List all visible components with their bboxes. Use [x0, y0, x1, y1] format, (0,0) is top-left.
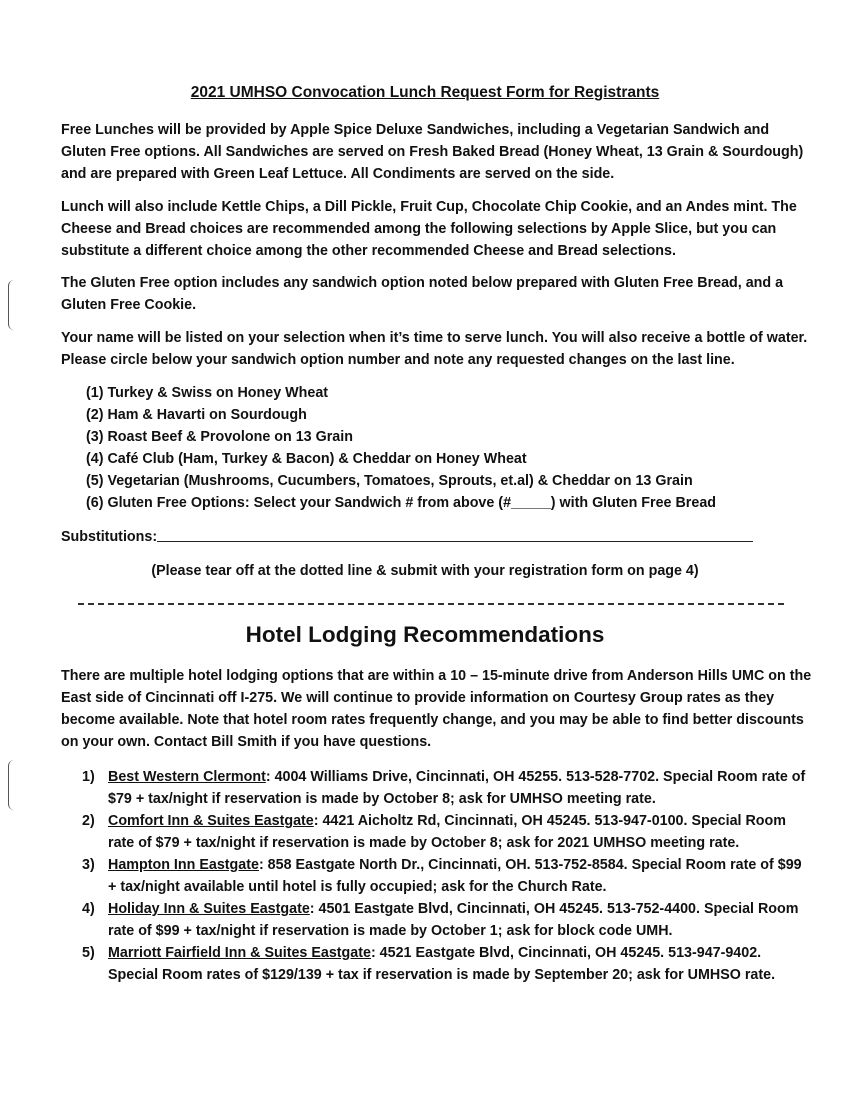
sandwich-option[interactable]: (6) Gluten Free Options: Select your Sandwich # from above (#_____) with Gluten Free Bread	[86, 495, 717, 511]
tear-off-note: (Please tear off at the dotted line & submit with your registration form on page 4)	[151, 563, 699, 579]
scan-mark	[8, 760, 15, 810]
hotel-name: Comfort Inn & Suites Eastgate	[108, 813, 314, 829]
hotel-item	[82, 942, 812, 986]
sandwich-option[interactable]: (2) Ham & Havarti on Sourdough	[86, 407, 307, 423]
sandwich-option[interactable]: (5) Vegetarian (Mushrooms, Cucumbers, Tomatoes, Sprouts, et.al) & Cheddar on 13 Grain	[86, 473, 693, 489]
lunch-paragraph-providers: Free Lunches will be provided by Apple Spice Deluxe Sandwiches, including a Vegetarian Sandwich and Gluten Free options. All Sandwiches are served on Fresh Baked Bread (Honey Wheat, 13 Grain & Sourdough) and are prepared with Green Leaf Lettuce. All Condiments are served on the side.	[61, 122, 804, 182]
hotel-details: : 4004 Williams Drive, Cincinnati, OH 45255. 513-528-7702. Special Room rate of $79 + tax/night if reservation is made by October 8; ask for UMHSO meeting rate.	[108, 769, 806, 807]
hotel-number: 1)	[82, 769, 95, 785]
substitutions-label: Substitutions:	[61, 529, 158, 545]
hotel-name: Best Western Clermont	[108, 769, 266, 785]
hotel-details: : 858 Eastgate North Dr., Cincinnati, OH. 513-752-8584. Special Room rate of $99 + tax/night available until hotel is fully occupied; ask for the Church Rate.	[108, 857, 802, 895]
hotel-details: : 4521 Eastgate Blvd, Cincinnati, OH 45245. 513-947-9402. Special Room rates of $129/139 + tax if reservation is made by September 20; ask for UMHSO rate.	[108, 945, 776, 983]
hotel-details: : 4421 Aicholtz Rd, Cincinnati, OH 45245. 513-947-0100. Special Room rate of $79 + tax/night if reservation is made by October 8; ask for 2021 UMHSO meeting rate.	[108, 813, 786, 851]
hotel-intro-paragraph: There are multiple hotel lodging options that are within a 10 – 15-minute drive from Anderson Hills UMC on the East side of Cincinnati off I-275. We will continue to provide information on Courtesy Group rates as they become available. Note that hotel room rates frequently change, and you may be able to find better discounts on your own. Contact Bill Smith if you have questions.	[61, 668, 812, 750]
hotel-item	[82, 854, 812, 898]
substitutions-field[interactable]	[157, 541, 753, 542]
sandwich-option[interactable]: (4) Café Club (Ham, Turkey & Bacon) & Cheddar on Honey Wheat	[86, 451, 527, 467]
hotel-number: 5)	[82, 945, 95, 961]
sandwich-options-list	[86, 382, 716, 514]
hotel-list	[82, 766, 812, 986]
hotel-details: : 4501 Eastgate Blvd, Cincinnati, OH 45245. 513-752-4400. Special Room rate of $99 + tax/night if reservation is made by October 1; ask for block code UMH.	[108, 901, 799, 939]
hotel-number: 2)	[82, 813, 95, 829]
hotel-item	[82, 898, 812, 942]
lunch-paragraph-instructions: Your name will be listed on your selection when it’s time to serve lunch. You will also receive a bottle of water. Please circle below your sandwich option number and note any requested changes on the last line.	[61, 330, 808, 368]
hotel-number: 3)	[82, 857, 95, 873]
lunch-form-title: 2021 UMHSO Convocation Lunch Request Form for Registrants	[190, 84, 660, 101]
hotel-name: Marriott Fairfield Inn & Suites Eastgate	[108, 945, 371, 961]
hotel-section-heading: Hotel Lodging Recommendations	[245, 622, 605, 647]
tear-off-dotted-line	[78, 603, 784, 605]
lunch-paragraph-gluten-free: The Gluten Free option includes any sandwich option noted below prepared with Gluten Free Bread, and a Gluten Free Cookie.	[61, 275, 784, 313]
scan-mark	[8, 280, 15, 330]
sandwich-option[interactable]: (3) Roast Beef & Provolone on 13 Grain	[86, 429, 353, 445]
sandwich-option[interactable]: (1) Turkey & Swiss on Honey Wheat	[86, 385, 329, 401]
hotel-item	[82, 810, 812, 854]
lunch-paragraph-sides: Lunch will also include Kettle Chips, a Dill Pickle, Fruit Cup, Chocolate Chip Cookie, and an Andes mint. The Cheese and Bread choices are recommended among the following selections by Apple Slice, but you can substitute a different choice among the other recommended Cheese and Bread selections.	[61, 199, 797, 259]
hotel-number: 4)	[82, 901, 95, 917]
hotel-item	[82, 766, 812, 810]
hotel-name: Hampton Inn Eastgate	[108, 857, 259, 873]
hotel-name: Holiday Inn & Suites Eastgate	[108, 901, 310, 917]
